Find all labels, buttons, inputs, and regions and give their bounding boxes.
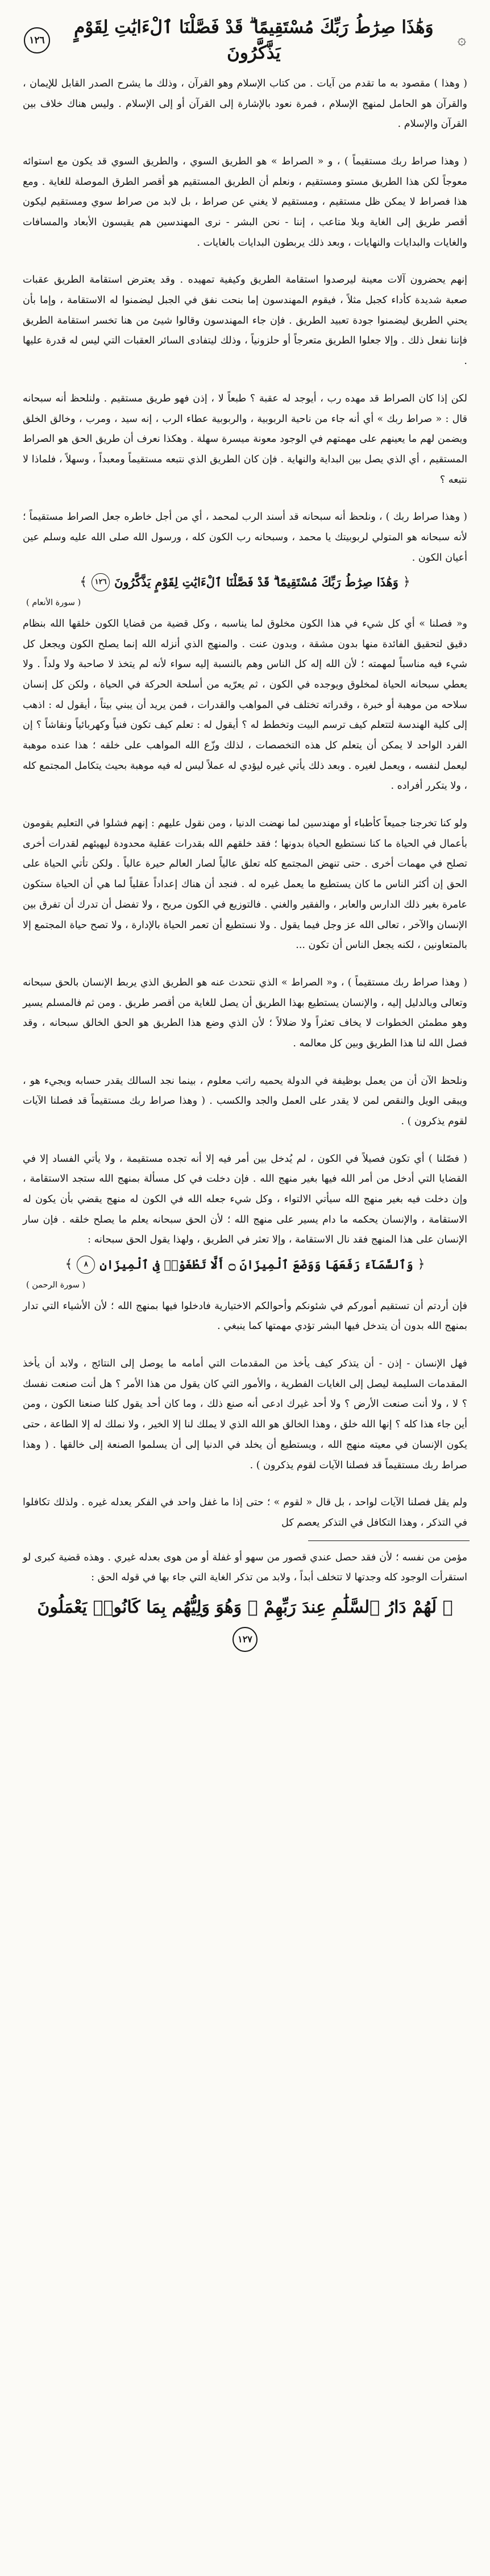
- final-verse-number: ١٢٧: [232, 1627, 258, 1652]
- header-verse: [24, 15, 466, 66]
- ornament-icon: ﴿: [402, 575, 410, 590]
- paragraph-method: فإن أردتم أن تستقيم أموركم في شئونكم وأحوالكم الاختيارية فادخلوا فيها بمنهج الله ؛ لأن الأشياء التي تدار بمنهج الله بدون أن يتدخل فيها البشر تؤدي مهمتها كما ينبغي .: [23, 1300, 467, 1332]
- inline-verse-anam: [20, 571, 470, 593]
- final-verse-text: ۞ لَهُمْ دَارُ ٱلسَّلَٰمِ عِندَ رَبِّهِمْ ۖ وَهُوَ وَلِيُّهُم بِمَا كَانُوا۟ يَعْمَلُونَ: [37, 1597, 453, 1617]
- ornament-icon: ﴿: [417, 1257, 425, 1272]
- paragraph-salary: ونلحظ الآن أن من يعمل بوظيفة في الدولة يحميه راتب معلوم ، بينما نجد السالك يقدر حسابه ويجيء هو ، ويبقى الويل والنقص لمن لا يقدر على العمل والجد والكسب . ( وهذا صراط ربك مستقيماً قد فصلنا الآيات لقوم يذكرون ) .: [23, 1075, 467, 1128]
- paragraph-prophet: ( وهذا صراط ربك ) ، ونلحظ أنه سبحانه قد أسند الرب لمحمد ، أي من أجل خاطره جعل الصراط مستقيماً ؛ لأنه سبحانه هو المتولي لربوبيتك يا محمد ، وسبحانه رب الكون كله ، ورسول الله صلى الله عليه وسلم عين أعيان الكون .: [23, 511, 468, 564]
- paragraph-straight-path: ( وهذا صراط ربك مستقيماً ) ، و « الصراط » هو الطريق السوي ، والطريق السوي قد يكون مع استوائه معوجاً لكن هذا الطريق مستو ومستقيم ، ونعلم أن الطريق المستقيم هو أقصر الطرق الموصلة للغاية . ومع هذا فصراط لا يمكن ظل مستقيم ، ومستقيم لا يغني عن صراط ، بل لابد من صراط سوي ومستقيم ليكون أقصر طريق إلى الغاية وبلا متاعب ، إننا - نحن البشر - نرى المهندسين هم يقيسون الأبعاد والمسافات والغايات والبدايات والنهايات ، وبعد ذلك يربطون البدايات بالغايات .: [23, 155, 467, 249]
- paragraph-intro: ( وهذا ) مقصود به ما تقدم من آيات . من كتاب الإسلام وهو القرآن ، وذلك ما يشرح الصدر القابل للإيمان ، والقرآن هو الحامل لمنهج الإسلام ، فمرة نعود بالإشارة إلى القرآن أو إلى الإسلام . وليس هناك خلاف بين القرآن والإسلام .: [23, 77, 467, 130]
- inline-verse-text: وَهَٰذَا صِرَٰطُ رَبِّكَ مُسْتَقِيمًا ۗ قَدْ فَصَّلْنَا ٱلْءَايَٰتِ لِقَوْمٍ يَذَّكَّرُونَ: [114, 575, 398, 590]
- paragraph-talents: و« فصلنا » أي كل شيء في هذا الكون مخلوق لما يناسبه ، وكل قضية من قضايا الكون خلقها الله بنظام دقيق لتحقيق الفائدة منها بدون مشقة ، وبدون عنت . والمنهج الذي أنزله الله إنما يصلح الكون ويجعل كل شيء فيه مناسباً لمهمته ؛ لأن الله إله كل الناس وهم بالنسبة إليه سواء لأنه لم يتخذ لا صاحبة ولا ولداً . ولا يعطي سبحانه الحياة لمخلوق ويوجده في الكون ، ثم يعرّيه من أسلحة الحركة في الحياة ، ولكن كل إنسان سلاحه من موهبة أو خبرة ، وقدراته تختلف في المواهب والقدرات ، فمن يريد أن يبني بيتاً ، أيقول له : اذهب إلى كلية الهندسة لتتعلم كيف ترسم البيت وتخطط له ؟ أيقول له : تعلم كيف تكون فنياً وكهربائياً ونقاشاً ؟ إن الفرد الواحد لا يمكن أن يتعلم كل هذه التخصصات ، لذلك وزّع الله المواهب على خلقه ؛ هذا عنده موهبة ليعمل لنفسه ، ويعمل لغيره . وبعد ذلك يأتي غيره ليؤدي له عملاً ليس له فيه موهبة بحيث يتكامل المجتمع كله ، ولا يتكرر أفراده .: [23, 618, 467, 792]
- surah-label-anam: ( سورة الأنعام ): [26, 598, 81, 607]
- paragraph-path-detail: ( وهذا صراط ربك مستقيماً ) ، و« الصراط » الذي نتحدث عنه هو الطريق الذي يربط الإنسان بالحق سبحانه وتعالى وبالدليل إليه ، والإنسان يستطيع بهذا الطريق أن يصل للغاية من أقصر طريق . ومن ثم فالمسلم يسير وهو مطمئن الخطوات لا يخاف تعثراً ولا ضلالاً ؛ لأن الذي وضع هذا الطريق هو الحق الخالق سبحانه ، وقد فصل الله لنا هذا الطريق وبين كل معالمه .: [23, 976, 467, 1049]
- footnote-divider: [308, 1540, 470, 1541]
- paragraph-premises: فهل الإنسان - إذن - أن يتذكر كيف يأخذ من المقدمات التي أمامه ما يوصل إلى النتائج ، ولابد أن يأخذ المقدمات السليمة ليصل إلى الغايات الفطرية ، والأمور التي كان يقول من هذا الأمر ؟ هل أنت صنعت نفسك ؟ لا ، ولا أنت صنعت الأرض ؟ ولا أحد غيرك ادعى أنه صنع ذلك ، وما كان أحد يقول كلنا صنعنا الكون ، ومن أين جاء هذا كله ؟ إنها الله خلق ، وهذا الخالق هو الله الذي لا يملك لنا إلا الخير ، ولا نملك له إلا الطاعة ، حتى يكون الإنسان في معيته منهج الله ، ويستطيع أن يخلد في الدنيا إلى أن يسلموا الصنعة إلى خالقها . ( وهذا صراط ربك مستقيماً قد فصلنا الآيات لقوم يذكرون ) .: [23, 1358, 467, 1471]
- ornament-icon: ﴾: [80, 575, 88, 590]
- verse-ornament-icon: ۞: [457, 31, 466, 49]
- inline-verse-rahman: [20, 1254, 470, 1275]
- ornament-icon: ﴾: [65, 1257, 73, 1272]
- footnote-text: مؤمن من نفسه ؛ لأن فقد حصل عندي قصور من سهو أو غفلة أو من هوى بعدله غيري . وهذه قضية كبرى لو استقرأت الوجود كله وجدتها لا تتخلف أبداً ، ولابد من تذكر الغاية التي جاء بها في قوله الحق :: [23, 1551, 467, 1584]
- paragraph-society: ولو كنا تخرجنا جميعاً كأطباء أو مهندسين لما نهضت الدنيا ، ومن نقول عليهم : إنهم فشلوا في التعليم يقومون بأعمال في الحياة ما كنا نستطيع الحياة بدونها ؛ فقد خلقهم الله بقدرات عقلية محدودة ليهيئهم لقدرات أخرى تصلح في مهمات أخرى . حتى تنهض المجتمع كله تعلق عالياً لصار العالم حيرة عالياً . ولكن تأتي الحياة على الحق إن أكثر الناس ما كان يستطيع ما يعمل غيره له . فنجد أن هناك إعداداً عقلياً لما هي أن الحياة ستكون عامرة بغير ذلك الدارس والعابر ، والفقير والغني . فالتوزيع في الكون مريح ، ولا تفضل أن تدرك أن تفرق بين الإنسان والآخر ، تعالى الله عز وجل فيما يقول . ولا نستطيع أن تعمر الحياة بالإدارة ، ولا تصح حياة المجتمع إلا بالمتعاونين ، لكنه يجعل الناس أن تكون ...: [23, 818, 467, 951]
- page: [20, 0, 470, 1652]
- final-verse: [32, 1594, 458, 1652]
- paragraph-engineers: إنهم يحضرون آلات معينة ليرصدوا استقامة الطريق وكيفية تمهيده . وقد يعترض استقامة الطريق عقبات صعبة شديدة كأداء كجبل مثلاً ، فيقوم المهندسون إما بنحت نفق في الجبل ليضمنوا له الاستقامة ، وإما بأن يحني الطريق ليضمنوا جودة تعبيد الطريق . فإن جاء المهندسون وقالوا شيئ من هنا تخسر استقامة الطريق فإننا نفعل ذلك . وإلا جعلوا الطريق متعرجاً أو حلزونياً ، وذلك ليتفادى السائر العقبات التي ليس له قدرة عليها .: [23, 274, 467, 367]
- verse-number-badge: ١٢٦: [24, 27, 50, 53]
- header-verse-text: وَهَٰذَا صِرَٰطُ رَبِّكَ مُسْتَقِيمًا ۗ قَدْ فَصَّلْنَا ٱلْءَايَٰتِ لِقَوْمٍ يَذَّكَّرُونَ: [74, 17, 434, 63]
- inline-verse-number: ٨: [77, 1256, 95, 1274]
- surah-label-rahman: ( سورة الرحمن ): [26, 1280, 86, 1290]
- paragraph-detailed: ( فصّلنا ) أي تكون فصيلاً في الكون ، لم يُدخل بين أمر فيه إلا أنه تجده مستقيمة ، ولا يأتي الفساد إلا في القضايا التي أدخل من أمر الله فيها بغير منهج الله . فإن دخلت في كل مسألة بمنهج الله ستجد الاستقامة ، وإن دخلت فيه بغير منهج الله سيأتي الالتواء ، وكل شيء جعله الله في الكون له منهج يقضي بأن يكون له الاستقامة ، والإنسان يحكمه ما دام يسير على منهج الله ؛ لأن الحق سبحانه يعلم ما يصلح خلقه . فإن سار الإنسان على هذا المنهج فقد نال الاستقامة ، وإلا تعثر في الطريق ، ولهذا يقول الحق سبحانه :: [23, 1153, 467, 1246]
- inline-verse-number: ١٢٦: [92, 573, 110, 591]
- inline-verse-text: وَٱلسَّمَآءَ رَفَعَهَا وَوَضَعَ ٱلْمِيزَانَ ۝ أَلَّا تَطْغَوْا۟ فِى ٱلْمِيزَانِ: [99, 1257, 413, 1272]
- paragraph-lord-path: لكن إذا كان الصراط قد مهده رب ، أيوجد له عقبة ؟ طبعاً لا ، إذن فهو طريق مستقيم . ولنلحظ أنه سبحانه قال : « صراط ربك » أي أنه جاء من ناحية الربوبية ، والربوبية عطاء الرب ، إنه سيد ، ومرب ، وخالق الخلق ويضمن لهم ما يعينهم على مهمتهم في الوجود معونة ميسرة سهلة . وهكذا نعرف أن طريق الحق هو الصراط المستقيم ، أي الذي يصل بين البداية والنهاية . فإن كان الطريق الذي نتبعه مستقيماً ومعبداً ، وسهلاً ، فلماذا لا نتبعه ؟: [23, 392, 467, 486]
- paragraph-people: ولم يقل فصلنا الآيات لواحد ، بل قال « لقوم » ؛ حتى إذا ما غفل واحد في الفكر يعدله غيره . ولذلك تكافلوا في التذكر ، وهذا التكافل في التذكر يعصم كل: [23, 1497, 467, 1529]
